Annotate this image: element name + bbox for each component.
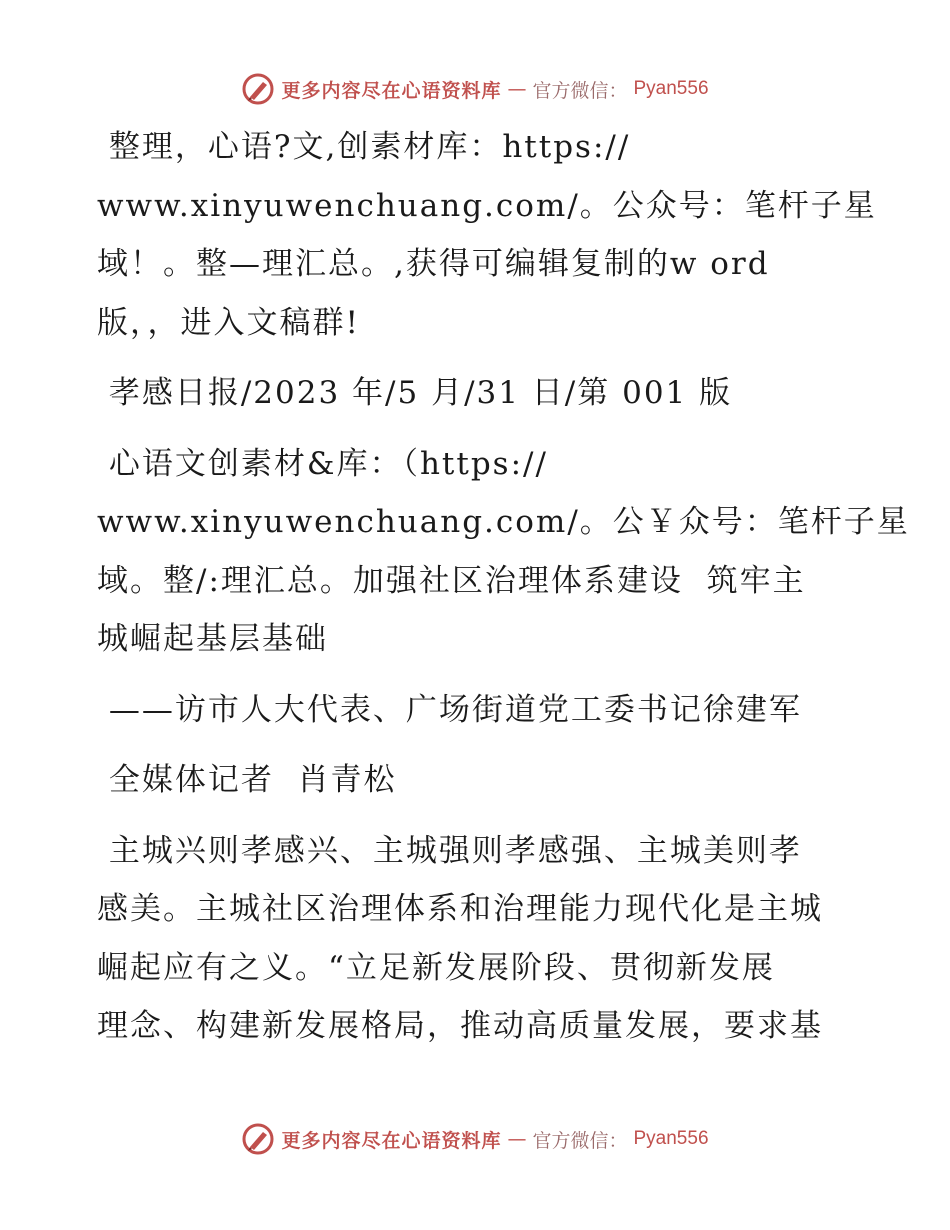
text-line: www.xinyuwenchuang.com/。公￥众号：笔杆子星 [97,504,910,540]
text-line: 理念、构建新发展格局，推动高质量发展，要求基 [97,1008,823,1044]
paragraph [97,822,857,1056]
paragraph [97,435,910,669]
banner-official-label: 官方微信： [532,79,628,102]
text-line: 感美。主城社区治理体系和治理能力现代化是主城 [97,891,823,927]
paragraph [97,364,857,423]
banner-wechat-id: Pyan556 [633,1128,709,1149]
banner-main-text: 更多内容尽在心语资料库 [281,1129,502,1152]
text-line: 整理，心语?文,创素材库：https:// [97,129,631,165]
banner-dash: — [507,78,527,100]
pen-logo-icon [241,72,275,106]
paragraph [97,751,857,810]
banner-wechat-id: Pyan556 [633,78,709,99]
text-line: 城崛起基层基础 [97,621,328,657]
banner-dash: — [507,1128,527,1150]
article-body [97,118,910,1068]
paragraph [97,118,877,352]
text-line: www.xinyuwenchuang.com/。公众号：笔杆子星 [97,187,877,224]
pen-logo-icon [241,1122,275,1156]
text-line: 域！。整—理汇总。,获得可编辑复制的w ord [97,246,770,282]
text-line: 崛起应有之义。“立足新发展阶段、贯彻新发展 [97,949,775,986]
text-line: 心语文创素材&库：（https:// [97,445,548,482]
text-line: 孝感日报/2023 年/5 月/31 日/第 001 版 [97,375,733,411]
text-line: 主城兴则孝感兴、主城强则孝感强、主城美则孝 [97,832,802,869]
banner-official-label: 官方微信： [532,1129,628,1152]
banner-main-text: 更多内容尽在心语资料库 [281,79,502,102]
text-line: 域。整/:理汇总。加强社区治理体系建设 筑牢主 [97,562,806,599]
paragraph [97,681,857,740]
text-line: ——访市人大代表、广场街道党工委书记徐建军 [97,691,802,728]
footer-banner [0,1122,950,1156]
text-line: 全媒体记者 肖青松 [97,762,397,798]
text-line: 版，，进入文稿群! [97,304,360,341]
header-banner [0,72,950,106]
